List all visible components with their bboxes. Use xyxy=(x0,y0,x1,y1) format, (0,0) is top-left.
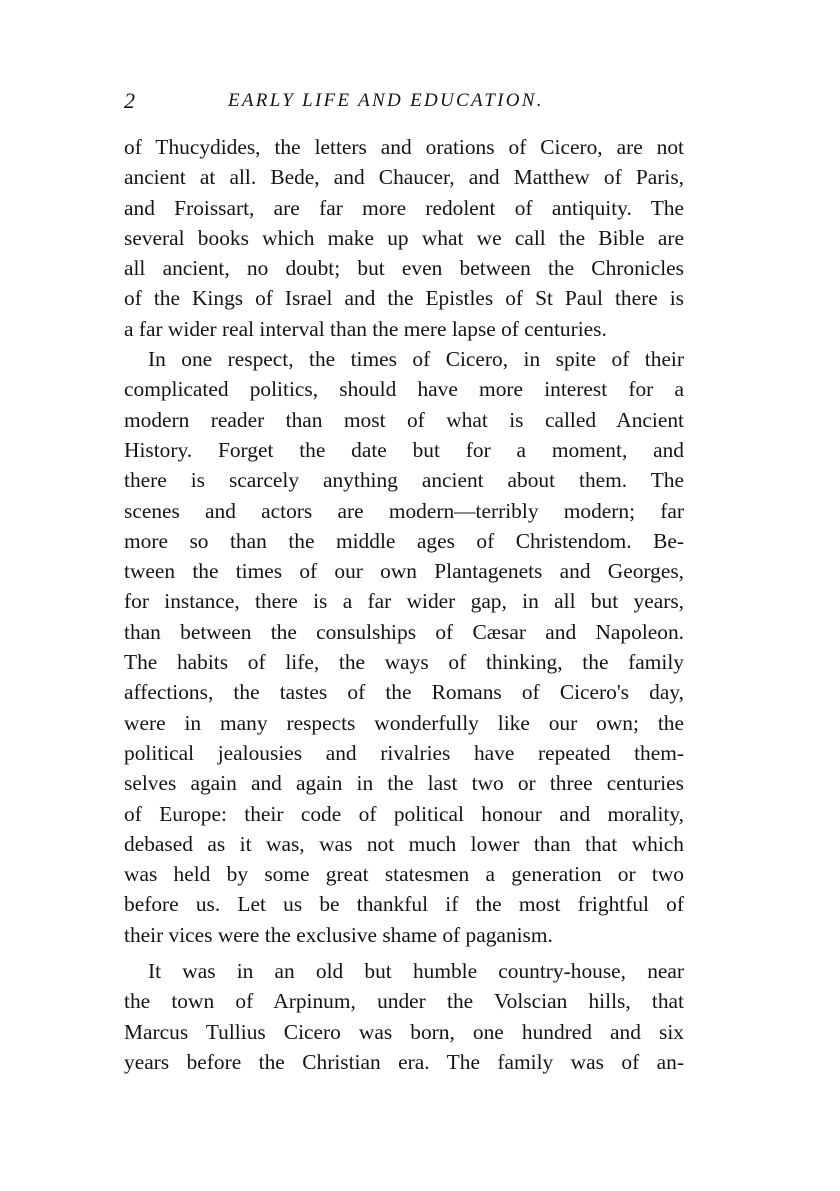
paragraph-3 xyxy=(124,956,684,1077)
text-line: complicated politics, should have more interest for a xyxy=(124,377,684,402)
body-text xyxy=(124,132,684,1077)
text-line: political jealousies and rivalries have repeated them- xyxy=(124,740,684,765)
text-line: were in many respects wonderfully like our own; the xyxy=(124,710,684,735)
text-line: tween the times of our own Plantagenets and Georges, xyxy=(124,559,684,584)
text-line: modern reader than most of what is called Ancient xyxy=(124,407,684,432)
text-line: there is scarcely anything ancient about them. The xyxy=(124,468,684,493)
text-line: the town of Arpinum, under the Volscian hills, that xyxy=(124,989,684,1014)
text-line: years before the Christian era. The family was of an- xyxy=(124,1049,684,1074)
text-line: History. Forget the date but for a moment, and xyxy=(124,437,684,462)
text-line: ancient at all. Bede, and Chaucer, and Matthew of Paris, xyxy=(124,165,684,190)
text-line: before us. Let us be thankful if the most frightful of xyxy=(124,892,684,917)
text-line: of the Kings of Israel and the Epistles of St Paul there is xyxy=(124,286,684,311)
text-line: In one respect, the times of Cicero, in spite of their xyxy=(148,347,684,372)
text-line: Marcus Tullius Cicero was born, one hundred and six xyxy=(124,1019,684,1044)
text-line: all ancient, no doubt; but even between the Chronicles xyxy=(124,256,684,281)
text-line: their vices were the exclusive shame of paganism. xyxy=(124,922,553,947)
text-line: more so than the middle ages of Christendom. Be- xyxy=(124,528,684,553)
page-number: 2 xyxy=(124,88,135,113)
text-line: a far wider real interval than the mere lapse of centuries. xyxy=(124,316,607,341)
text-line: selves again and again in the last two or three centuries xyxy=(124,771,684,796)
text-line: several books which make up what we call the Bible are xyxy=(124,225,684,250)
text-line: for instance, there is a far wider gap, in all but years, xyxy=(124,589,684,614)
text-line: than between the consulships of Cæsar and Napoleon. xyxy=(124,619,684,644)
paragraph-1 xyxy=(124,132,684,344)
text-line: The habits of life, the ways of thinking, the family xyxy=(124,650,684,675)
text-line: of Europe: their code of political honour and morality, xyxy=(124,801,684,826)
paragraph-2 xyxy=(124,344,684,950)
text-line: and Froissart, are far more redolent of antiquity. The xyxy=(124,195,684,220)
page-header xyxy=(124,86,684,116)
text-line: scenes and actors are modern—terribly modern; far xyxy=(124,498,684,523)
text-line: It was in an old but humble country-house, near xyxy=(148,959,684,984)
text-line: of Thucydides, the letters and orations of Cicero, are not xyxy=(124,135,684,159)
running-title: EARLY LIFE AND EDUCATION. xyxy=(228,90,544,111)
text-line: was held by some great statesmen a generation or two xyxy=(124,862,684,887)
text-line: affections, the tastes of the Romans of Cicero's day, xyxy=(124,680,684,705)
text-line: debased as it was, was not much lower than that which xyxy=(124,831,684,856)
